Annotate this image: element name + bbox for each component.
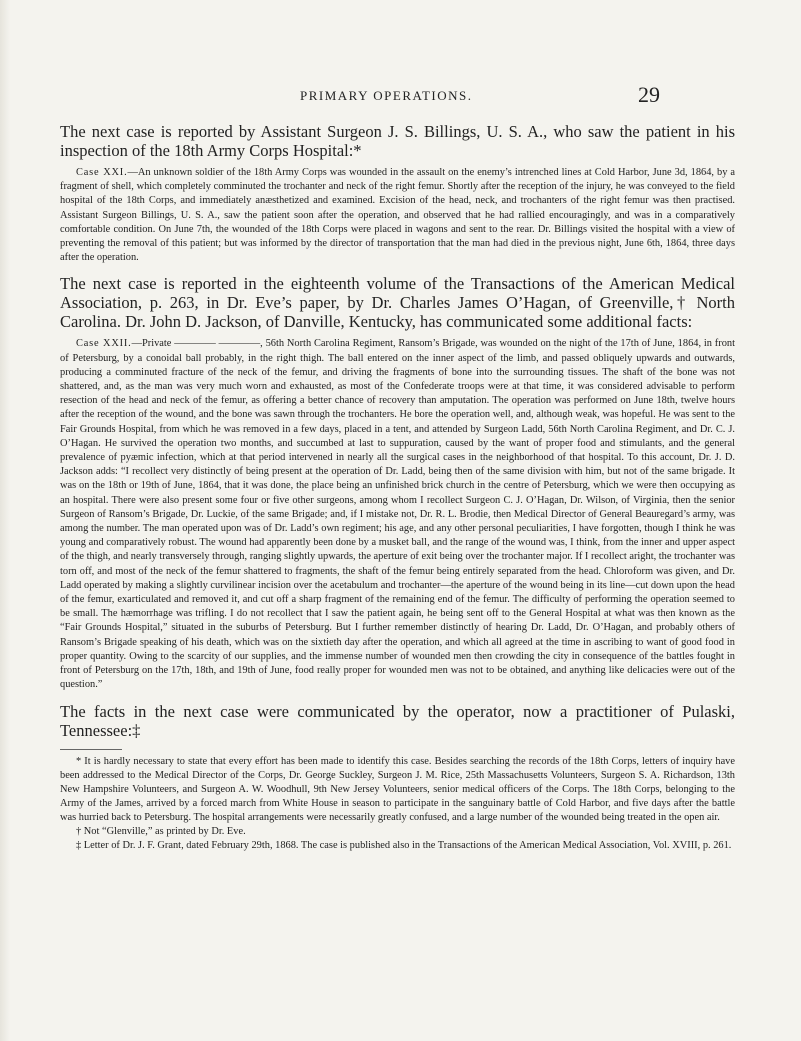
case-22-text: —Private ———— ————, 56th North Carolina Regiment, Ransom’s Brigade, was wounded on the night of the 17th of June, 1864, in front of Petersburg, by a conoidal ball probably, in the right thigh. The ball entered on the inner aspect of the limb, and passed obliquely upwards and outwards, producing a comminuted fracture of the neck of the femur, and driving the fragments of bone into the surrounding tissues. The shaft of the bone was not shattered, and, as the man was very much worn and exhausted, as most of the Confederate troops were at that time, it was considered advisable to perform resection of the head and neck of the femur, as offering a better chance of recovery than amputation. The operation was performed on June 18th, twelve hours after the reception of the wound, and the bone was sawn through the trochanters. He bore the operation well, and, although weak, was hopeful. He was sent to the Fair Grounds Hospital, from which he was removed in a few days, placed in a tent, and attended by Surgeon Ladd, 56th North Carolina Regiment, and Dr. C. J. O’Hagan. He survived the operation two months, and succumbed at last to suppuration, caused by the want of proper food and stimulants, and the general prevalence of pyæmic infection, which at that period intervened in nearly all the surgical cases in the neighborhood of that hospital. To this account, Dr. J. D. Jackson adds: “I recollect very distinctly of being present at the operation of Dr. Ladd, being then of the same division with him, but not of the same brigade. It was on the 18th or 19th of June, 1864, that it was done, the place being an unfinished brick church in the centre of Petersburg, which we were then occupying as an hospital. There were also present some four or five other surgeons, among whom I recollect Surgeon C. J. O’Hagan, Dr. Wilson, of Virginia, then the senior Surgeon of Ransom’s Brigade, Dr. Luckie, of the same Brigade; and, if I mistake not, Dr. R. L. Brodie, then Medical Director of General Beauregard’s army, was among the number. The man operated upon was of Dr. Ladd’s own regiment; his age, and any other personal peculiarities, I have forgotten, though I think he was young and comparatively robust. The wound had apparently been done by a musket ball, and the range of the wound was, I think, from the inner and upper aspect of the thigh, and nearly transversely through, ranging slightly upwards, the aperture of exit being over the trochanter major. If I recollect aright, the trochanter was torn off, and most of the neck of the femur shattered to fragments, the shaft of the femur being entirely separated from the head. Chloroform was given, and Dr. Ladd operated by making a slightly curvilinear incision over the acetabulum and trochanter—the aperture of the wound being in its line—cut down upon the head of the femur, exarticulated and removed it, and cut off a sharp fragment of the remaining end of the femur. The difficulty of performing the operation seemed to be small. The hæmorrhage was trifling. I do not recollect that I saw the patient again, he being sent off to the General Hospital at what was then known as the “Fair Grounds Hospital,” situated in the suburbs of Petersburg. But I further remember distinctly of hearing Dr. Ladd, Dr. O’Hagan, and probably others of Ransom’s Brigade speaking of his death, which was on the sixtieth day after the operation, and which all agreed at the time in ascribing to want of good food in proper quantity. Owing to the scarcity of our supplies, and the immense number of wounded men then crowding the city in consequence of the battles fought in front of Petersburg on the 17th, 18th, and 19th of June, food really proper for wounded men was not to be obtained, and anything like delicacies were out of the question.”: [60, 338, 735, 691]
case-21-text: —An unknown soldier of the 18th Army Corps was wounded in the assault on the enemy’s intrenched lines at Cold Harbor, June 3d, 1864, by a fragment of shell, which completely comminuted the trochanter and neck of the right femur. Shortly after the reception of the injury, he was conveyed to the field hospital of the 18th Corps, and immediately anæsthetized and examined. Excision of the head, neck, and trochanters of the right femur was then practised. Assistant Surgeon Billings, U. S. A., saw the patient soon after the operation, and observed that he had rallied encouragingly, and was in a comparatively comfortable condition. On June 7th, the wounded of the 18th Corps were placed in wagons and sent to the rear. Dr. Billings visited the hospital with a view of preventing the removal of this patient; but was informed by the director of transportation that the man had died in the previous night, June 6th, 1864, three days after the operation.: [60, 167, 736, 264]
running-head-title: PRIMARY OPERATIONS.: [300, 88, 473, 103]
case-21-paragraph: [60, 166, 735, 265]
binding-edge: [0, 0, 10, 1041]
intro-paragraph-3: The facts in the next case were communicated by the operator, now a practitioner of Pulaski, Tennessee:‡: [60, 701, 735, 740]
footnote-rule: [60, 749, 122, 750]
footnote-star: * It is hardly necessary to state that every effort has been made to identify this case. Besides searching the records of the 18th Corps, letters of inquiry have been addressed to the Medical Director of the Corps, Dr. George Suckley, Surgeon J. M. Rice, 25th Massachusetts Volunteers, Surgeon S. A. Richardson, 13th New Hampshire Volunteers, and Surgeon A. W. Woodhull, 9th New Jersey Volunteers, senior medical officers of the Corps. The 18th Corps, belonging to the Army of the James, arrived by a forced march from White House in season to participate in the sanguinary battle of Cold Harbor, and five days after the battle was hurried back to Petersburg. The hospital arrangements were necessarily greatly confused, and a large number of the wounded being treated in the open air.: [60, 755, 735, 823]
footnote-double-dagger: ‡ Letter of Dr. J. F. Grant, dated February 29th, 1868. The case is published also in the Transactions of the American Medical Association, Vol. XVIII, p. 261.: [76, 839, 732, 851]
intro-paragraph-1: The next case is reported by Assistant Surgeon J. S. Billings, U. S. A., who saw the patient in his inspection of the 18th Army Corps Hospital:*: [60, 122, 735, 160]
case-22-paragraph: [60, 337, 735, 692]
page-number: 29: [638, 82, 660, 107]
case-22-label: Case XXII.: [76, 338, 132, 350]
case-21-label: Case XXI.: [76, 167, 128, 178]
footnote-dagger: † Not “Glenville,” as printed by Dr. Eve.: [76, 825, 246, 837]
intro-paragraph-2: The next case is reported in the eighteenth volume of the Transactions of the American Medical Association, p. 263, in Dr. Eve’s paper, by Dr. Charles James O’Hagan, of Greenville,† North Carolina. Dr. John D. Jackson, of Danville, Kentucky, has communicated some additional facts:: [60, 274, 735, 332]
page-body: [60, 122, 735, 853]
